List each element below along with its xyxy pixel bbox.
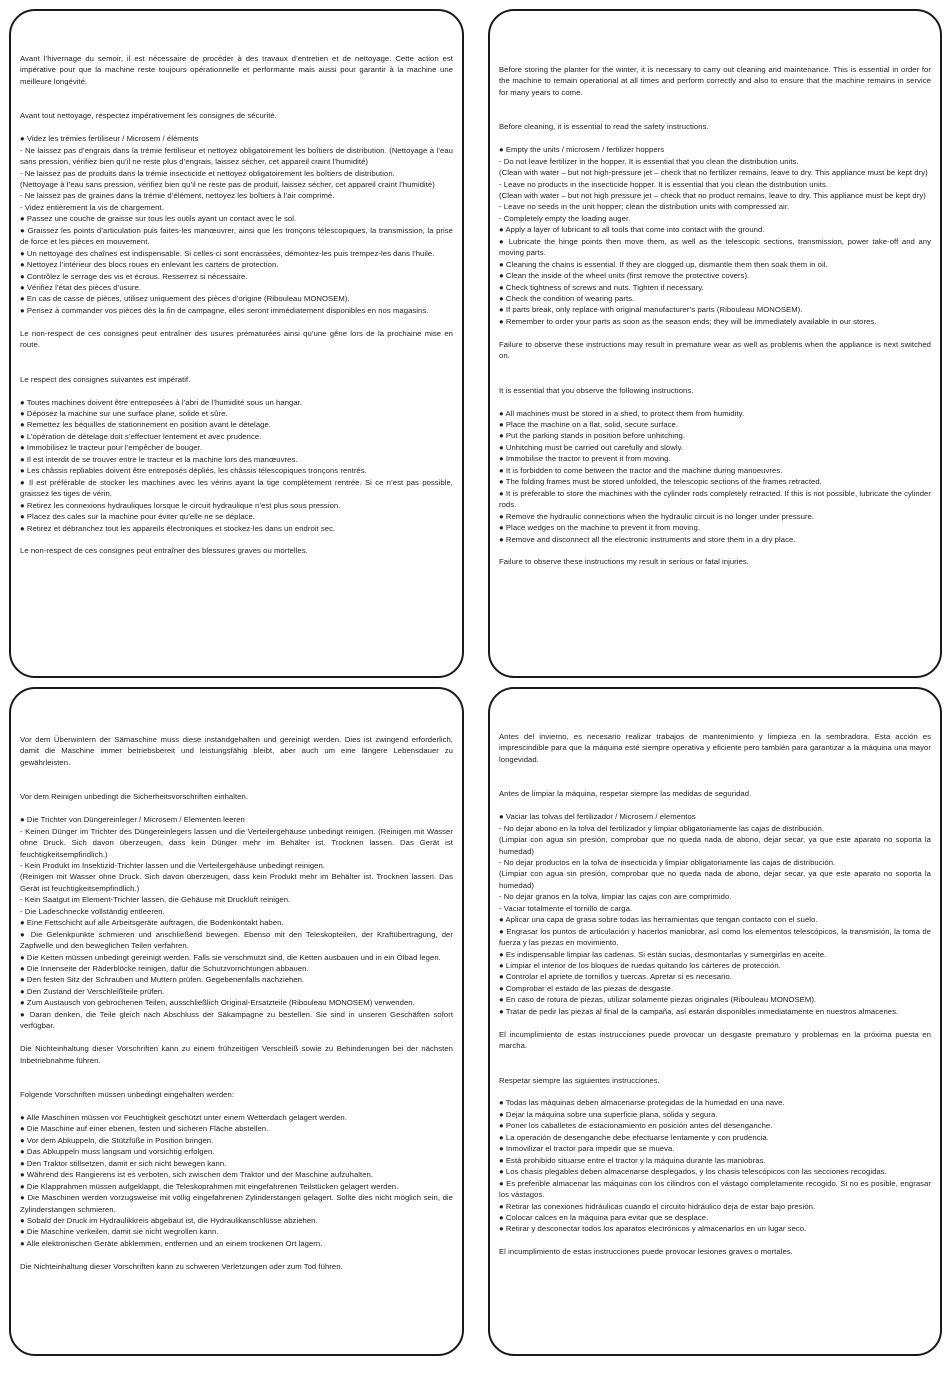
list-item: ● Está prohibido situarse entre el tractor y la máquina durante las maniobras. xyxy=(499,1155,766,1165)
list-item: ● Retirar y desconectar todos los aparatos electrónicos y almacenarlos en un lugar seco. xyxy=(499,1224,807,1234)
list-item: ● Les châssis repliables doivent être entreposés dépliés, les châssis télescopiques tronçons rentrés. xyxy=(20,466,367,476)
maintenance-list xyxy=(499,811,931,1017)
panel-english-content xyxy=(499,11,931,568)
list-item: ● Graissez les points d’articulation puis faites-les manœuvrer, ainsi que les tronçons télescopiques, la transmission, la prise de force et les pièces en mouvement. xyxy=(20,225,453,247)
list-item: - Keinen Dünger im Trichter des Düngereinlegers lassen und die Verteilergehäuse unbedingt reinigen. (Reinigen mit Wasser ohne Druck. Sich davon überzeugen, dass kein Dünger mehr im Behälter ist. Trocknen lassen. Das Gerät ist feuchtigkeitsempfindlich.) xyxy=(20,826,453,859)
panel-german-content xyxy=(20,689,453,1272)
list-item: (Clean with water – but not high pressure jet – check that no product remains, leave to dry. This appliance must be kept dry) xyxy=(499,190,926,200)
list-item: - Die Ladeschnecke vollständig entleeren. xyxy=(20,906,165,916)
list-item: ● Die Trichter von Düngereinleger / Microsem / Elementen leeren xyxy=(20,815,245,825)
list-item: ● Controlar el apriete de tornillos y tuercas. Apretar si es necesario. xyxy=(499,972,732,982)
final-warning: Die Nichteinhaltung dieser Vorschriften kann zu schweren Verletzungen oder zum Tod führen. xyxy=(20,1261,343,1271)
list-item: ● Daran denken, die Teile gleich nach Abschluss der Säkampagne zu bestellen. Sie sind in unseren Geschäften sofort verfügbar. xyxy=(20,1009,453,1031)
list-item: ● Unhitching must be carried out carefully and slowly. xyxy=(499,442,684,452)
intro-paragraph: Avant l’hivernage du semoir, il est nécessaire de procéder à des travaux d’entretien et de nettoyage. Cette action est impérative pour que la machine reste toujours opérationnelle et performante mais aussi pour garantir à la machine une meilleure longévité. xyxy=(20,54,453,86)
storage-list xyxy=(20,397,453,534)
list-item: ● It is preferable to store the machines with the cylinder rods completely retracted. If this is not possible, lubricate the cylinder rods. xyxy=(499,488,931,510)
list-item: - Completely empty the loading auger. xyxy=(499,213,631,223)
list-item: - No dejar granos en la tolva, limpiar las cajas con aire comprimido. xyxy=(499,892,732,902)
warning-paragraph: Le non-respect de ces consignes peut entraîner des usures prématurées ainsi qu’une gêne lors de la prochaine mise en route. xyxy=(20,328,453,350)
list-item: ● The folding frames must be stored unfolded, the telescopic sections of the frames retracted. xyxy=(499,477,822,487)
storage-list xyxy=(20,1112,453,1249)
panel-french xyxy=(9,9,464,678)
list-item: ● Inmovilizar el tractor para impedir que se mueva. xyxy=(499,1144,675,1154)
list-item: ● Check the condition of wearing parts. xyxy=(499,294,635,304)
warning-paragraph: Failure to observe these instructions may result in premature wear as well as problems when the appliance is next switched on. xyxy=(499,339,931,361)
list-item: ● Die Innenseite der Räderblöcke reinigen, dafür die Schutzvorrichtungen abbauen. xyxy=(20,964,309,974)
list-item: ● Vérifiez l’état des pièces d’usure. xyxy=(20,283,142,293)
list-item: ● En caso de rotura de piezas, utilizar solamente piezas originales (Ribouleau MONOSEM). xyxy=(499,995,817,1005)
list-item: ● Dejar la máquina sobre una superficie plana, sólida y segura. xyxy=(499,1109,718,1119)
list-item: ● Tratar de pedir las piezas al final de la campaña, así estarán disponibles inmediatamente en nuestros almacenes. xyxy=(499,1006,899,1016)
list-item: ● Eine Fettschicht auf alle Arbeitsgeräte auftragen, die Bodenkontakt haben. xyxy=(20,918,284,928)
list-item: - No dejar abono en la tolva del fertilizador y limpiar obligatoriamente las cajas de distribución. xyxy=(499,823,825,833)
list-item: (Reinigen mit Wasser ohne Druck. Sich davon überzeugen, dass kein Produkt mehr im Behälter ist. Trocknen lassen. Das Gerät ist feuchtigkeitsempfindlich.) xyxy=(20,872,453,893)
list-item: ● Remember to order your parts as soon as the season ends; they will be immediately available in our stores. xyxy=(499,316,877,326)
list-item: ● Il est préférable de stocker les machines avec les vérins ayant la tige complètement rentrée. Si ce n’est pas possible, graissez les tiges de vérin. xyxy=(20,477,453,499)
list-item: - Ne laissez pas de graines dans la trémie d’élément, nettoyez les boîtiers à l’air comprimé. xyxy=(20,191,335,201)
instructions-intro: Le respect des consignes suivantes est impératif. xyxy=(20,374,191,384)
final-warning: El incumplimiento de estas instrucciones puede provocar lesiones graves o mortales. xyxy=(499,1247,793,1257)
list-item: ● La operación de desenganche debe efectuarse lentamente y con prudencia. xyxy=(499,1132,769,1142)
instructions-intro: Folgende Vorschriften müssen unbedingt eingehalten werden: xyxy=(20,1089,235,1099)
list-item: ● Empty the units / microsem / fertilizer hoppers xyxy=(499,145,665,155)
list-item: - Vaciar totalmente el tornillo de carga. xyxy=(499,903,633,913)
list-item: ● If parts break, only replace with original manufacturer’s parts (Ribouleau MONOSEM). xyxy=(499,305,803,315)
list-item: ● All machines must be stored in a shed, to protect them from humidity. xyxy=(499,408,745,418)
list-item: ● Remove the hydraulic connections when the hydraulic circuit is no longer under pressure. xyxy=(499,511,815,521)
list-item: ● Immobilisez le tracteur pour l’empêcher de bouger. xyxy=(20,443,203,453)
list-item: ● Place wedges on the machine to prevent it from moving. xyxy=(499,523,701,533)
list-item: ● Lubricate the hinge points then move them, as well as the telescopic sections, transmission, power take-off and any moving parts. xyxy=(499,236,931,258)
list-item: ● L’opération de dételage doit s’effectuer lentement et avec prudence. xyxy=(20,431,262,441)
warning-paragraph: El incumplimiento de estas instrucciones puede provocar un desgaste prematuro y problemas en la próxima puesta en marcha. xyxy=(499,1029,931,1051)
final-warning: Le non-respect de ces consignes peut entraîner des blessures graves ou mortelles. xyxy=(20,546,308,556)
list-item: - Leave no seeds in the unit hopper; clean the distribution units with compressed air. xyxy=(499,202,790,212)
list-item: ● Place the machine on a flat, solid, secure surface. xyxy=(499,419,679,429)
maintenance-list xyxy=(20,814,453,1032)
list-item: ● Poner los caballetes de estacionamiento en posición antes del desenganche. xyxy=(499,1121,773,1131)
list-item: ● Retirar las conexiones hidráulicas cuando el circuito hidráulico deja de estar bajo presión. xyxy=(499,1201,816,1211)
list-item: ● Remettez les béquilles de stationnement en position avant le dételage. xyxy=(20,420,271,430)
safety-intro: Avant tout nettoyage, respectez impérativement les consignes de sécurité. xyxy=(20,111,277,121)
list-item: ● Immobilise the tractor to prevent it from moving. xyxy=(499,454,671,464)
intro-paragraph: Antes del invierno, es necesario realizar trabajos de mantenimiento y limpieza en la sembradora. Esta acción es imprescindible para que la máquina esté siempre operativa y eficiente pero también para garantizar a la máquina una mayor longevidad. xyxy=(499,732,931,764)
list-item: ● Los chasis plegables deben almacenarse desplegados, y los chasis telescópicos con las secciones recogidas. xyxy=(499,1167,887,1177)
storage-list xyxy=(499,1097,931,1234)
list-item: ● Retirez et débranchez tout les appareils électroniques et stockez-les dans un endroit sec. xyxy=(20,523,336,533)
list-item: ● Remove and disconnect all the electronic instruments and store them in a dry place. xyxy=(499,534,796,544)
list-item: ● Aplicar una capa de grasa sobre todas las herramientas que tengan contacto con el suelo. xyxy=(499,915,818,925)
list-item: ● Colocar calces en la máquina para evitar que se desplace. xyxy=(499,1212,709,1222)
instructions-intro: It is essential that you observe the following instructions. xyxy=(499,385,694,395)
safety-intro: Before cleaning, it is essential to read the safety instructions. xyxy=(499,122,709,132)
list-item: (Nettoyage à l’eau sans pression, vérifiez bien qu’il ne reste pas de produit, laissez sécher, cet appareil craint l’humidité) xyxy=(20,179,435,189)
list-item: ● Zum Austausch von gebrochenen Teilen, ausschließlich Original-Ersatzteile (Ribouleau MONOSEM) verwenden. xyxy=(20,998,415,1008)
panel-german xyxy=(9,687,464,1356)
list-item: ● Vor dem Abkuppeln, die Stützfüße in Position bringen. xyxy=(20,1135,214,1145)
list-item: ● Comprobar el estado de las piezas de desgaste. xyxy=(499,983,674,993)
list-item: - Ne laissez pas d’engrais dans la trémie fertiliseur et nettoyez obligatoirement les boîtiers de distribution. (Nettoyage à l’eau sans pression, vérifiez bien qu’il ne reste plus d’engrais, laissez sécher, cet appareil craint l’humidité) xyxy=(20,145,453,167)
safety-intro: Vor dem Reinigen unbedingt die Sicherheitsvorschriften einhalten. xyxy=(20,792,249,802)
list-item: ● Pensez à commander vos pièces dès la fin de campagne, elles seront immédiatement disponibles en nos magasins. xyxy=(20,305,429,315)
list-item: ● Es indispensable limpiar las cadenas. Si están sucias, desmontarlas y sumergirlas en aceite. xyxy=(499,949,827,959)
list-item: - Kein Produkt im Insektizid-Trichter lassen und die Verteilergehäuse unbedingt reinigen. xyxy=(20,860,325,870)
list-item: ● Das Abkuppeln muss langsam und vorsichtig erfolgen. xyxy=(20,1147,215,1157)
list-item: ● Nettoyez l’intérieur des blocs roues en enlevant les carters de protection. xyxy=(20,260,279,270)
list-item: ● Engrasar los puntos de articulación y hacerlos maniobrar, así como los elementos telescópicos, la transmisión, la toma de fuerza y las piezas en movimiento. xyxy=(499,926,931,948)
list-item: ● Passez une couche de graisse sur tous les outils ayant un contact avec le sol. xyxy=(20,214,297,224)
list-item: ● Die Gelenkpunkte schmieren und anschließend bewegen. Ebenso mit den Teleskopteilen, der Kraftübertragung, der Zapfwelle und den beweglichen Teilen verfahren. xyxy=(20,929,453,951)
list-item: (Limpiar con agua sin presión, comprobar que no queda nada de abono, dejar secar, ya que este aparato no soporta la humedad) xyxy=(499,869,931,890)
storage-list xyxy=(499,408,931,545)
list-item: ● Check tightness of screws and nuts. Tighten if necessary. xyxy=(499,282,704,292)
list-item: ● Die Maschine auf einer ebenen, festen und sicheren Fläche abstellen. xyxy=(20,1124,269,1134)
list-item: - Ne laissez pas de produits dans la trémie insecticide et nettoyez obligatoirement les boîtiers de distribution. xyxy=(20,168,395,178)
list-item: ● Es preferible almacenar las máquinas con los cilindros con el vástago completamente recogido. Si no es posible, engrasar los vástagos. xyxy=(499,1178,931,1200)
list-item: ● Während des Rangierens ist es verboten, sich zwischen dem Traktor und der Maschine aufzuhalten. xyxy=(20,1170,374,1180)
list-item: - Videz entièrement la vis de chargement. xyxy=(20,202,164,212)
list-item: ● Contrôlez le serrage des vis et écrous. Resserrez si nécessaire. xyxy=(20,271,248,281)
panel-spanish-content xyxy=(499,689,931,1258)
list-item: ● Den Zustand der Verschleißteile prüfen. xyxy=(20,986,165,996)
safety-intro: Antes de limpiar la máquina, respetar siempre las medidas de seguridad. xyxy=(499,789,752,799)
panel-french-content xyxy=(20,11,453,557)
list-item: (Clean with water – but not high-pressure jet – check that no fertilizer remains, leave to dry. This appliance must be kept dry) xyxy=(499,168,928,178)
list-item: ● Videz les trémies fertiliseur / Microsem / éléments xyxy=(20,134,199,144)
list-item: ● Alle Maschinen müssen vor Feuchtigkeit geschützt unter einem Wetterdach gelagert werden. xyxy=(20,1112,347,1122)
instructions-intro: Respetar siempre las siguientes instrucciones. xyxy=(499,1075,660,1085)
list-item: - Kein Saatgut im Element-Trichter lassen, die Gehäuse mit Druckluft reinigen. xyxy=(20,895,291,905)
panel-english xyxy=(488,9,942,678)
list-item: - No dejar productos en la tolva de insecticida y limpiar obligatoriamente las cajas de distribución. xyxy=(499,857,836,867)
list-item: ● Placez des cales sur la machine pour éviter qu’elle ne se déplace. xyxy=(20,512,255,522)
intro-paragraph: Before storing the planter for the winter, it is necessary to carry out cleaning and maintenance. This is essential in order for the machine to remain operational at all times and perform correctly and also to ensure that the machine remains in service for many years to come. xyxy=(499,65,931,97)
list-item: ● Cleaning the chains is essential. If they are clogged up, dismantle them then soak them in oil. xyxy=(499,259,828,269)
list-item: ● Limpiar el interior de los bloques de ruedas quitando los cárteres de protección. xyxy=(499,961,781,971)
list-item: ● Die Klapprahmen müssen aufgeklappt, die Teleskoprahmen mit eingefahrenen Teilstücken gelagert werden. xyxy=(20,1181,399,1191)
list-item: ● Il est interdit de se trouver entre le tracteur et la machine lors des manœuvres. xyxy=(20,454,298,464)
list-item: ● Todas las máquinas deben almacenarse protegidas de la humedad en una nave. xyxy=(499,1098,785,1108)
list-item: ● Den festen Sitz der Schrauben und Muttern prüfen. Gegebenenfalls nachziehen. xyxy=(20,975,305,985)
list-item: ● Die Maschine verkeilen, damit sie nicht wegrollen kann. xyxy=(20,1227,219,1237)
list-item: ● Vaciar las tolvas del fertilizador / Microsem / elementos xyxy=(499,812,696,822)
panel-spanish xyxy=(488,687,942,1356)
list-item: ● Die Ketten müssen unbedingt gereinigt werden. Falls sie verschmutzt sind, die Ketten ausbauen und in ein Ölbad legen. xyxy=(20,952,441,962)
maintenance-list xyxy=(499,144,931,327)
intro-paragraph: Vor dem Überwintern der Sämaschine muss diese instandgehalten und gereinigt werden. Dies ist zwingend erforderlich, damit die Maschine immer betriebsbereit und leistungsfähig bleibt, aber auch um eine längere Lebensdauer zu gewährleisten. xyxy=(20,735,453,767)
list-item: ● Toutes machines doivent être entreposées à l’abri de l’humidité sous un hangar. xyxy=(20,397,303,407)
list-item: - Leave no products in the insecticide hopper. It is essential that you clean the distribution units. xyxy=(499,179,828,189)
list-item: ● En cas de casse de pièces, utilisez uniquement des pièces d’origine (Ribouleau MONOSEM). xyxy=(20,294,350,304)
list-item: ● Put the parking stands in position before unhitching. xyxy=(499,431,686,441)
list-item: ● Sobald der Druck im Hydraulikkreis abgebaut ist, die Hydraulikanschlüsse abziehen. xyxy=(20,1215,318,1225)
list-item: ● Un nettoyage des chaînes est indispensable. Si celles-ci sont encrassées, démontez-les puis trempez-les dans l’huile. xyxy=(20,248,435,258)
list-item: ● Alle elektronischen Geräte abklemmen, entfernen und an einem trockenen Ort lagern. xyxy=(20,1238,323,1248)
list-item: - Do not leave fertilizer in the hopper. It is essential that you clean the distribution units. xyxy=(499,156,799,166)
list-item: ● Den Traktor stillsetzen, damit er sich nicht bewegen kann. xyxy=(20,1158,227,1168)
warning-paragraph: Die Nichteinhaltung dieser Vorschriften kann zu einem frühzeitigen Verschleiß sowie zu Behinderungen bei der nächsten Inbetriebnahme führen. xyxy=(20,1044,453,1065)
list-item: ● Die Maschinen werden vorzugsweise mit völlig eingefahrenen Zylinderstangen gelagert. Sollte dies nicht möglich sein, die Zylinderstangen schmieren. xyxy=(20,1193,453,1214)
list-item: ● Apply a layer of lubricant to all tools that come into contact with the ground. xyxy=(499,225,765,235)
list-item: ● It is forbidden to come between the tractor and the machine during manoeuvres. xyxy=(499,465,783,475)
list-item: ● Clean the inside of the wheel units (first remove the protective covers). xyxy=(499,271,750,281)
list-item: ● Retirez les connexions hydrauliques lorsque le circuit hydraulique n’est plus sous pression. xyxy=(20,500,341,510)
list-item: (Limpiar con agua sin presión, comprobar que no queda nada de abono, dejar secar, ya que este aparato no soporta la humedad) xyxy=(499,835,931,856)
list-item: ● Déposez la machine sur une surface plane, solide et sûre. xyxy=(20,408,228,418)
maintenance-list xyxy=(20,133,453,316)
final-warning: Failure to observe these instructions my result in serious or fatal injuries. xyxy=(499,557,749,567)
